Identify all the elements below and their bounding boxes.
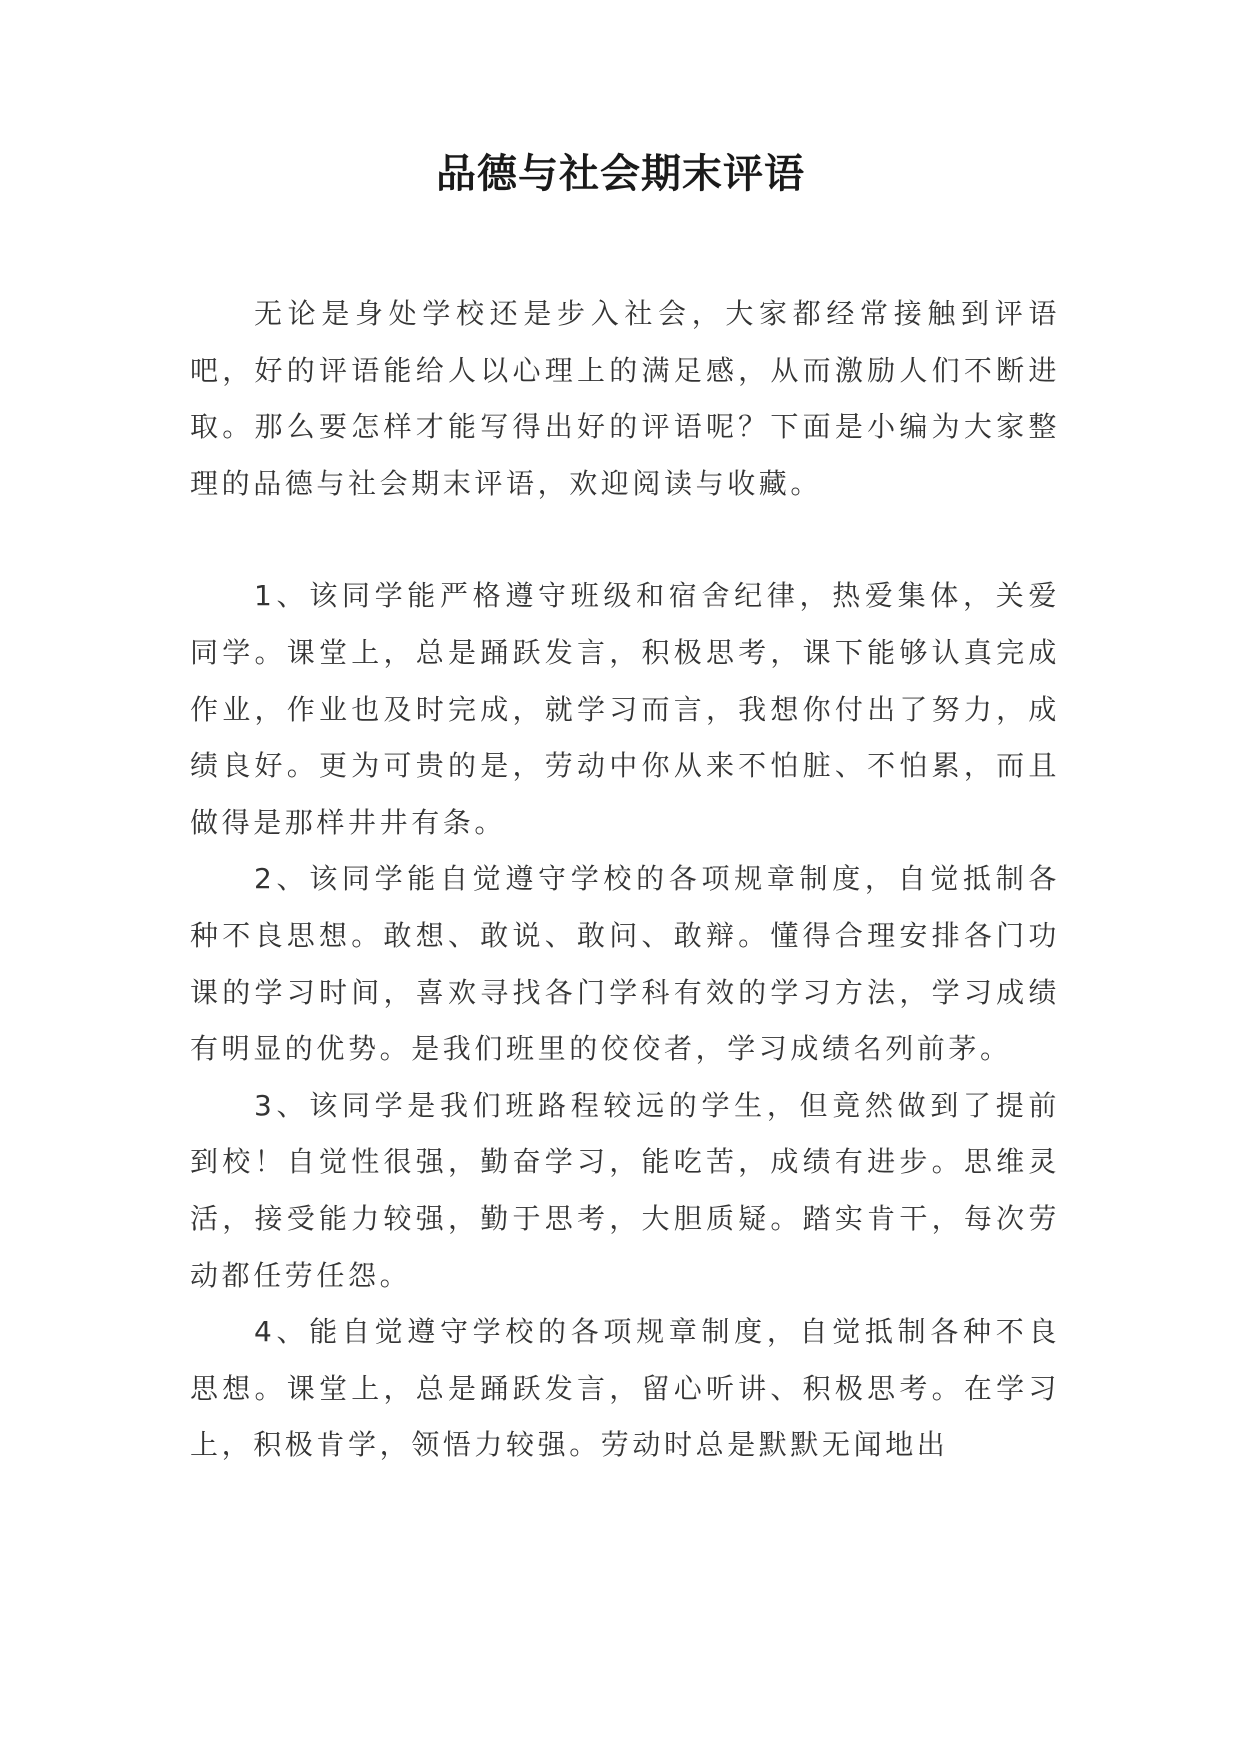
comment-paragraph-2: 2、该同学能自觉遵守学校的各项规章制度，自觉抵制各种不良思想。敢想、敢说、敢问、敢辩。懂得合理安排各门功课的学习时间，喜欢寻找各门学科有效的学习方法，学习成绩有明显的优势。是我们班里的佼佼者，学习成绩名列前茅。 [190,862,1060,1066]
comment-paragraph-3: 3、该同学是我们班路程较远的学生，但竟然做到了提前到校！自觉性很强，勤奋学习，能吃苦，成绩有进步。思维灵活，接受能力较强，勤于思考，大胆质疑。踏实肯干，每次劳动都任劳任怨。 [190,1088,1060,1292]
document-title: 品德与社会期末评语 [436,150,805,197]
document-body [190,286,1060,1474]
comment-paragraph-1: 1、该同学能严格遵守班级和宿舍纪律，热爱集体，关爱同学。课堂上，总是踊跃发言，积极思考，课下能够认真完成作业，作业也及时完成，就学习而言，我想你付出了努力，成绩良好。更为可贵的是，劳动中你从来不怕脏、不怕累，而且做得是那样井井有条。 [190,579,1060,839]
comment-paragraph-4: 4、能自觉遵守学校的各项规章制度，自觉抵制各种不良思想。课堂上，总是踊跃发言，留心听讲、积极思考。在学习上，积极肯学，领悟力较强。劳动时总是默默无闻地出 [190,1315,1060,1462]
intro-paragraph: 无论是身处学校还是步入社会，大家都经常接触到评语吧，好的评语能给人以心理上的满足感，从而激励人们不断进取。那么要怎样才能写得出好的评语呢？下面是小编为大家整理的品德与社会期末评语，欢迎阅读与收藏。 [190,297,1060,500]
